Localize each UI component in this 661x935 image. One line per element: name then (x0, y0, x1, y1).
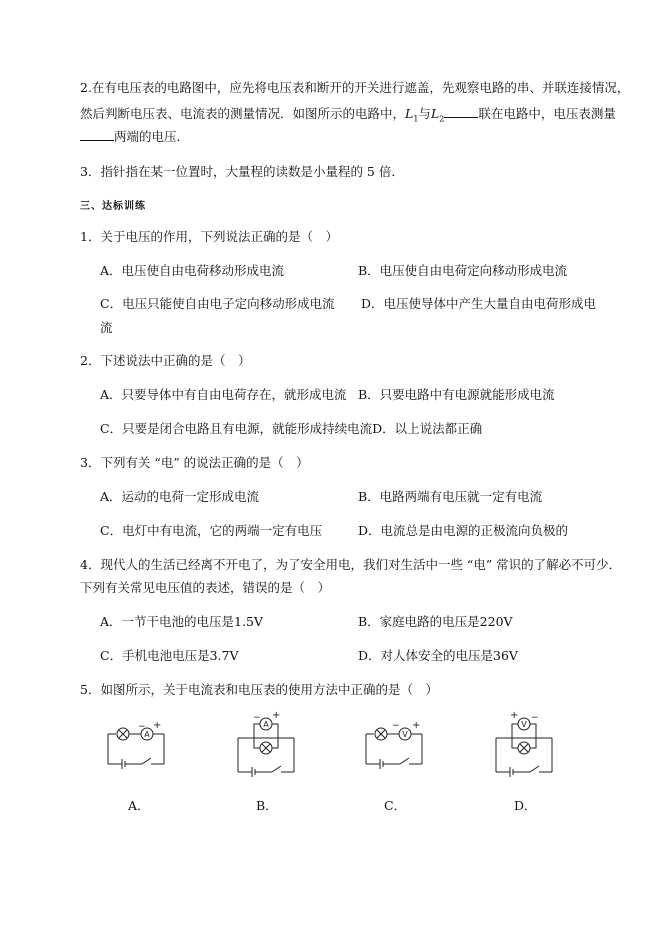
minus-sign: − (392, 721, 400, 731)
plus-sign: + (153, 720, 162, 731)
q3-stem: 3．下列有关 “电” 的说法正确的是（ ） (80, 455, 309, 470)
q2-option-c-d (100, 419, 482, 437)
meter-letter: A (263, 720, 269, 729)
fill-blank-1[interactable] (444, 106, 478, 118)
minus-sign: − (138, 722, 146, 732)
q3-option-a: A．运动的电荷一定形成电流 (100, 489, 260, 504)
circuit-label-a: A． (128, 798, 150, 813)
circuit-label-d: D． (514, 798, 537, 813)
circuit-diagram-d (492, 712, 556, 778)
plus-sign: + (412, 720, 421, 731)
q1-option-a: A．电压使自由电荷移动形成电流 (100, 263, 285, 278)
plus-sign: + (272, 710, 281, 721)
q2-option-c: C．只要是闭合电路且有电源，就能形成持续电流 (100, 421, 373, 436)
circuit-diagram-a (104, 718, 168, 776)
minus-sign: − (253, 713, 261, 723)
paragraph-2-line-1: 2.在有电压表的电路图中，应先将电压表和断开的开关进行遮盖，先观察电路的串、并联连接情况， (80, 80, 630, 95)
circuit-label-b: B． (256, 798, 278, 813)
paragraph-2-line-2 (80, 104, 616, 124)
paragraph-3: 3．指针指在某一位置时，大量程的读数是小量程的 5 倍． (80, 164, 404, 179)
meter-letter: V (402, 730, 408, 739)
circuit-diagram-b (234, 712, 298, 778)
q3-option-c: C．电灯中有电流，它的两端一定有电压 (100, 523, 323, 538)
meter-letter: A (144, 730, 150, 739)
fill-blank-2[interactable] (80, 129, 114, 141)
meter-letter: V (521, 720, 527, 729)
q1-option-d: D．电压使导体中产生大量自由电荷形成电 (361, 296, 597, 311)
l1-subscript: 1 (413, 114, 419, 124)
l2-subscript: 2 (439, 114, 445, 124)
q4-stem-line-2: 下列有关常见电压值的表述，错误的是（ ） (80, 580, 331, 595)
q4-stem-line-1: 4．现代人的生活已经离不开电了，为了安全用电，我们对生活中一些 “电” 常识的了解必不可少． (80, 557, 622, 572)
plus-sign: + (510, 710, 519, 721)
q5-stem: 5．如图所示，关于电流表和电压表的使用方法中正确的是（ ） (80, 682, 438, 697)
q2-option-a: A．只要导体中有自由电荷存在，就形成电流 (100, 387, 347, 402)
and-word: 与 (418, 106, 431, 121)
q1-option-d-continued: 流 (100, 320, 113, 335)
q4-option-c: C．手机电池电压是3.7V (100, 648, 239, 663)
l2-symbol: L (430, 106, 440, 121)
q4-option-b: B．家庭电路的电压是220V (358, 614, 513, 629)
q3-option-d: D．电流总是由电源的正极流向负极的 (358, 523, 569, 538)
q1-stem: 1．关于电压的作用，下列说法正确的是（ ） (80, 229, 338, 244)
paragraph-2-text-a: 然后判断电压表、电流表的测量情况．如图所示的电路中， (80, 106, 406, 121)
circuit-diagram-c (362, 718, 426, 776)
minus-sign: − (531, 713, 539, 723)
q2-option-d: D．以上说法都正确 (372, 421, 483, 436)
q4-option-a: A．一节干电池的电压是1.5V (100, 614, 263, 629)
q3-option-b: B．电路两端有电压就一定有电流 (358, 489, 543, 504)
q2-stem: 2．下述说法中正确的是（ ） (80, 353, 251, 368)
q1-option-b: B．电压使自由电荷定向移动形成电流 (358, 263, 568, 278)
q1-option-c: C．电压只能使自由电子定向移动形成电流 (100, 296, 335, 311)
q2-option-b: B．只要电路中有电源就能形成电流 (358, 387, 555, 402)
paragraph-2-text-b: 联在电路中，电压表测量 (478, 106, 616, 121)
l1-symbol: L (405, 106, 414, 121)
circuit-label-c: C． (384, 798, 407, 813)
section-title: 三、达标训练 (80, 201, 146, 212)
paragraph-2-text-c: 两端的电压． (114, 129, 190, 144)
q4-option-d: D．对人体安全的电压是36V (358, 648, 518, 663)
paragraph-2-line-3 (80, 127, 189, 145)
